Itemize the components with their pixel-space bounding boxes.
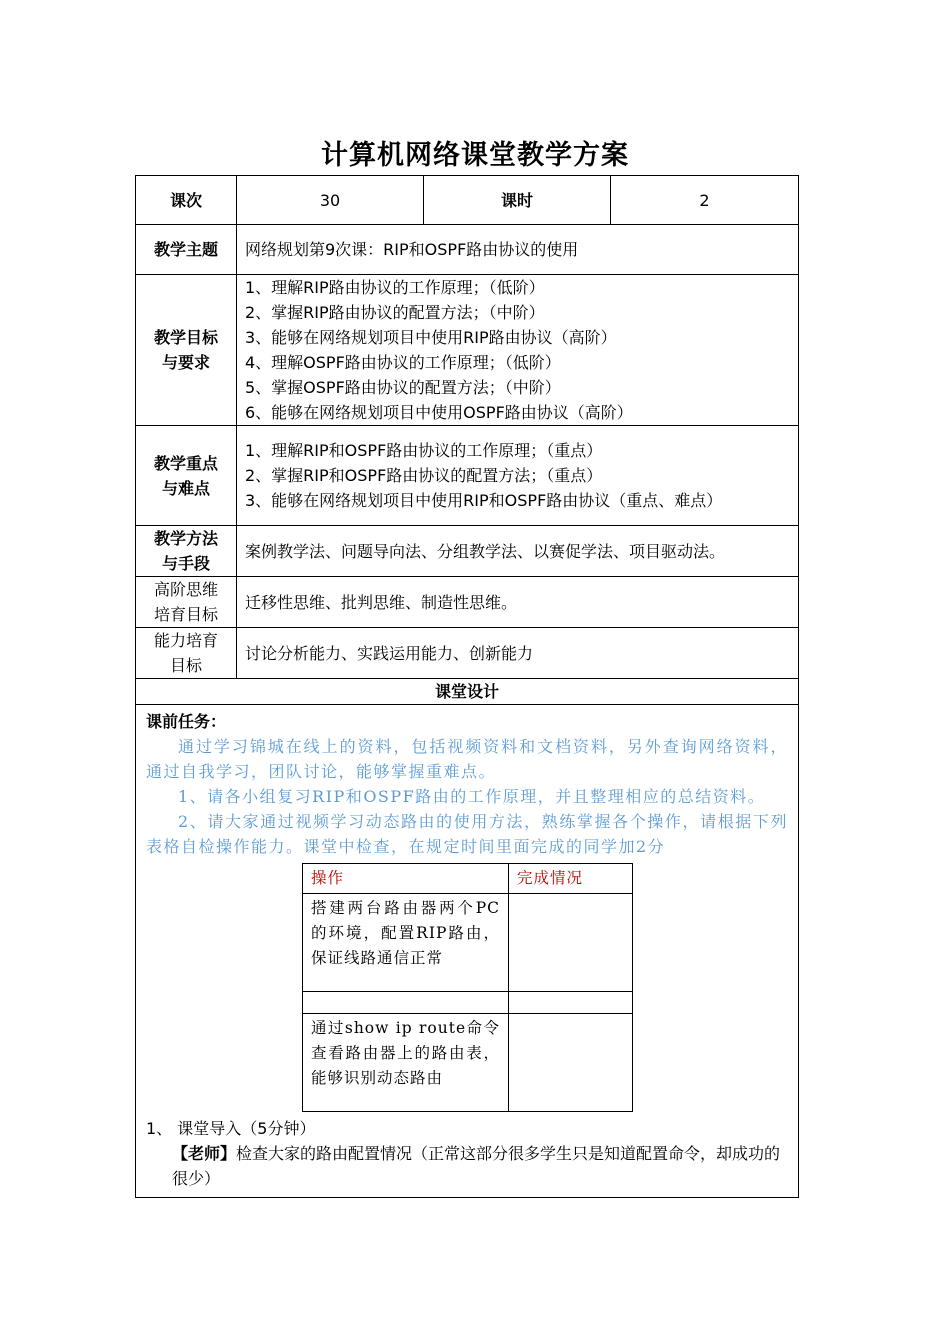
teacher-text: 检查大家的路由配置情况（正常这部分很多学生只是知道配置命令，却成功的很少） xyxy=(172,1144,781,1188)
thinking-value: 迁移性思维、批判思维、制造性思维。 xyxy=(237,577,799,628)
theme-label: 教学主题 xyxy=(136,225,237,275)
row-design-header xyxy=(136,679,799,705)
table-row xyxy=(303,992,633,1014)
row-keys xyxy=(136,426,799,526)
hours-value: 2 xyxy=(611,176,799,225)
key-item: 1、理解RIP和OSPF路由协议的工作原理；（重点） xyxy=(245,441,603,460)
pre-task-paragraph: 1、请各小组复习RIP和OSPF路由的工作原理，并且整理相应的总结资料。 xyxy=(178,787,766,806)
row-theme xyxy=(136,225,799,275)
intro-heading: 1、 课堂导入（5分钟） xyxy=(146,1119,316,1138)
col-status-header: 完成情况 xyxy=(509,864,633,894)
design-content xyxy=(136,705,799,1198)
row-ability xyxy=(136,628,799,679)
goals-list xyxy=(237,275,799,426)
goal-item: 6、能够在网络规划项目中使用OSPF路由协议（高阶） xyxy=(245,403,633,422)
status-cell xyxy=(509,894,633,992)
goals-label: 教学目标 与要求 xyxy=(136,275,237,426)
ability-value: 讨论分析能力、实践运用能力、创新能力 xyxy=(237,628,799,679)
goal-item: 4、理解OSPF路由协议的工作原理；（低阶） xyxy=(245,353,561,372)
check-header-row xyxy=(303,864,633,894)
operation-cell: 通过show ip route命令查看路由器上的路由表，能够识别动态路由 xyxy=(303,1014,509,1112)
key-item: 2、掌握RIP和OSPF路由协议的配置方法；（重点） xyxy=(245,466,603,485)
goal-item: 5、掌握OSPF路由协议的配置方法；（中阶） xyxy=(245,378,561,397)
pre-task-paragraph: 通过学习锦城在线上的资料，包括视频资料和文档资料，另外查询网络资料，通过自我学习，团队讨论，能够掌握重难点。 xyxy=(146,737,788,781)
key-item: 3、能够在网络规划项目中使用RIP和OSPF路由协议（重点、难点） xyxy=(245,491,723,510)
design-header: 课堂设计 xyxy=(136,679,799,705)
lesson-no-value: 30 xyxy=(237,176,424,225)
row-thinking xyxy=(136,577,799,628)
pre-task-label: 课前任务： xyxy=(146,712,227,731)
operation-cell: 搭建两台路由器两个PC的环境，配置RIP路由，保证线路通信正常 xyxy=(303,894,509,992)
operation-cell xyxy=(303,992,509,1014)
row-goals xyxy=(136,275,799,426)
goal-item: 3、能够在网络规划项目中使用RIP路由协议（高阶） xyxy=(245,328,617,347)
method-label: 教学方法 与手段 xyxy=(136,526,237,577)
theme-value: 网络规划第9次课：RIP和OSPF路由协议的使用 xyxy=(237,225,799,275)
keys-label: 教学重点 与难点 xyxy=(136,426,237,526)
status-cell xyxy=(509,1014,633,1112)
thinking-label: 高阶思维 培育目标 xyxy=(136,577,237,628)
goal-item: 1、理解RIP路由协议的工作原理；（低阶） xyxy=(245,278,545,297)
lesson-plan-table xyxy=(135,175,799,1198)
col-operation-header: 操作 xyxy=(303,864,509,894)
hours-label: 课时 xyxy=(424,176,611,225)
lesson-no-label: 课次 xyxy=(136,176,237,225)
teacher-tag: 【老师】 xyxy=(172,1144,237,1163)
status-cell xyxy=(509,992,633,1014)
goal-item: 2、掌握RIP路由协议的配置方法；（中阶） xyxy=(245,303,545,322)
keys-list xyxy=(237,426,799,526)
row-design-body xyxy=(136,705,799,1198)
self-check-table xyxy=(302,863,633,1112)
table-row xyxy=(303,1014,633,1112)
table-row xyxy=(303,894,633,992)
pre-task-paragraph: 2、请大家通过视频学习动态路由的使用方法，熟练掌握各个操作，请根据下列表格自检操作能力。课堂中检查，在规定时间里面完成的同学加2分 xyxy=(146,812,788,856)
row-method xyxy=(136,526,799,577)
page-title: 计算机网络课堂教学方案 xyxy=(321,140,629,171)
method-value: 案例教学法、问题导向法、分组教学法、以赛促学法、项目驱动法。 xyxy=(237,526,799,577)
row-lesson-info xyxy=(136,176,799,225)
ability-label: 能力培育 目标 xyxy=(136,628,237,679)
